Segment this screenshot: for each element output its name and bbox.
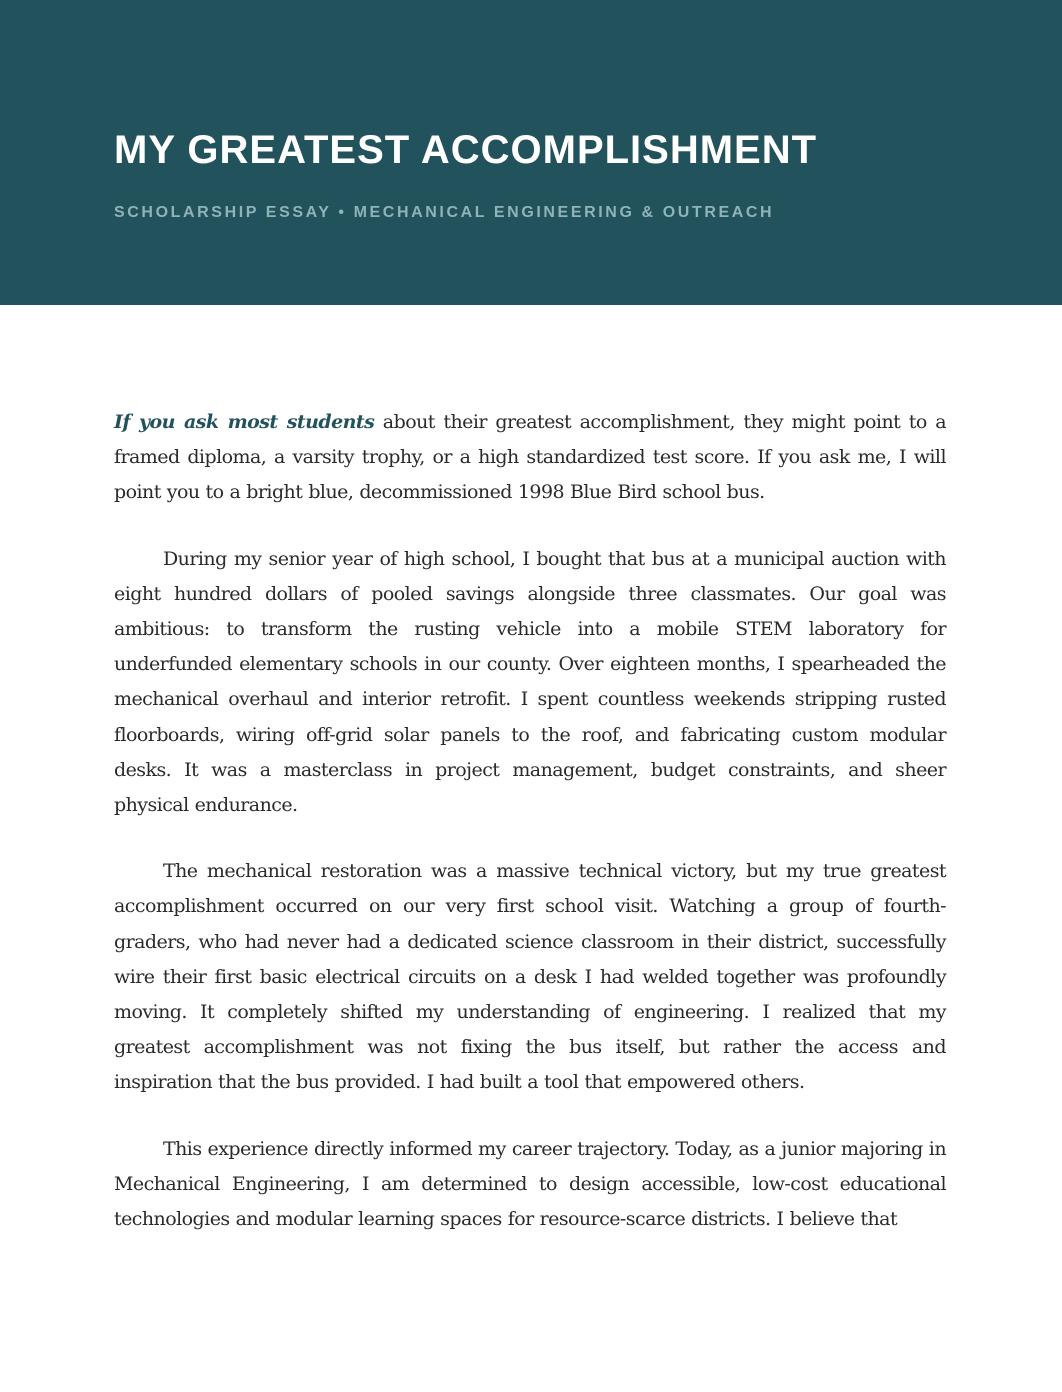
essay-body: [114, 405, 946, 1268]
page-title: MY GREATEST ACCOMPLISHMENT: [114, 128, 818, 172]
page-subtitle: SCHOLARSHIP ESSAY • MECHANICAL ENGINEERING & OUTREACH: [114, 204, 775, 221]
essay-paragraph-4: This experience directly informed my career trajectory. Today, as a junior majoring in Mechanical Engineering, I am determined to design accessible, low-cost educational technologies and modular learning spaces for resource-scarce districts. I believe that: [114, 1137, 946, 1231]
essay-paragraph-1-text: about their greatest accomplishment, they might point to a framed diploma, a varsity trophy, or a high standardized test score. If you ask me, I will point you to a bright blue, decommissioned 1998 Blue Bird school bus.: [114, 411, 946, 504]
essay-paragraph-2: During my senior year of high school, I bought that bus at a municipal auction with eight hundred dollars of pooled savings alongside three classmates. Our goal was ambitious: to transform the rusting vehicle into a mobile STEM laboratory for underfunded elementary schools in our county. Over eighteen months, I spearheaded the mechanical overhaul and interior retrofit. I spent countless weekends stripping rusted floorboards, wiring off-grid solar panels to the roof, and fabricating custom modular desks. It was a masterclass in project management, budget constraints, and sheer physical endurance.: [114, 547, 946, 817]
header-banner: [0, 0, 1062, 305]
essay-paragraph-1: [114, 405, 946, 511]
essay-paragraph-3: The mechanical restoration was a massive technical victory, but my true greatest accomplishment occurred on our very first school visit. Watching a group of fourth-graders, who had never had a dedicated science classroom in their district, successfully wire their first basic electrical circuits on a desk I had welded together was profoundly moving. It completely shifted my understanding of engineering. I realized that my greatest accomplishment was not fixing the bus itself, but rather the access and inspiration that the bus provided. I had built a tool that empowered others.: [114, 860, 946, 1094]
lead-phrase: If you ask most students: [114, 411, 375, 433]
